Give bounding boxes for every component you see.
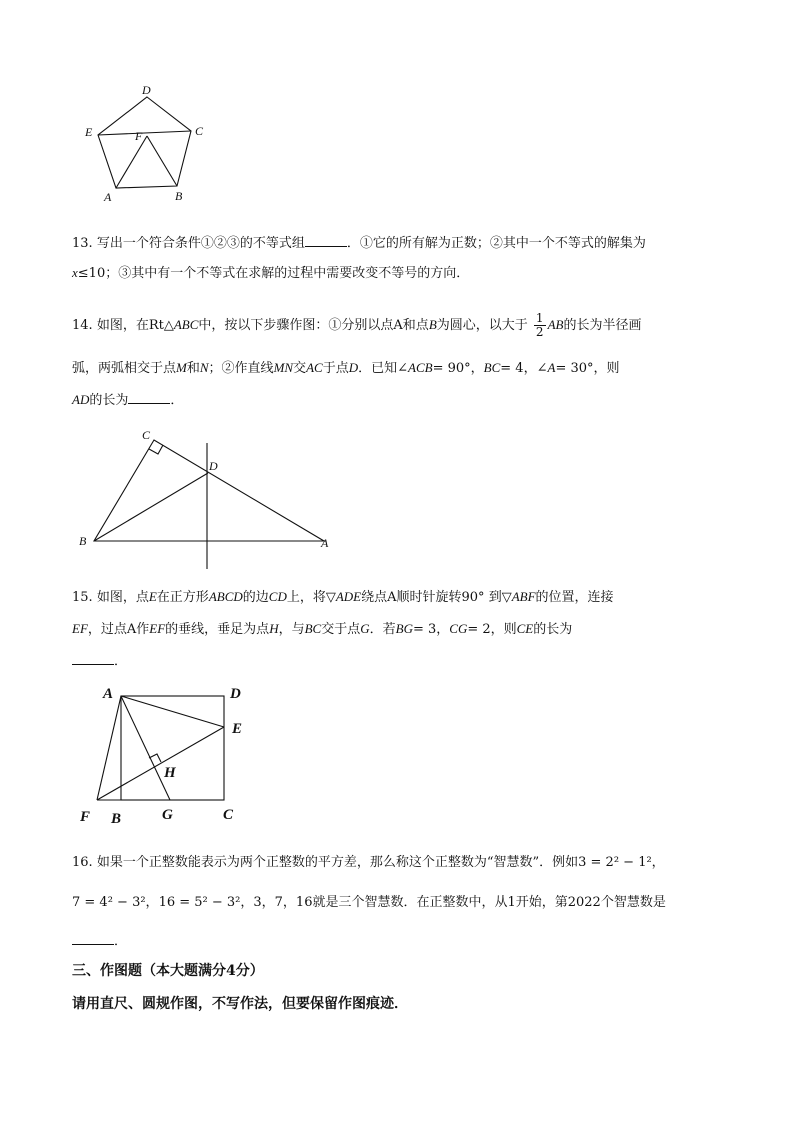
- segment-af: [97, 696, 121, 800]
- label-b: B: [79, 534, 87, 548]
- question-16-number: 16.: [72, 855, 93, 870]
- question-13-line-1: 13. 写出一个符合条件①②③的不等式组 ．①它的所有解为正数；②其中一个不等式的解集为: [72, 236, 646, 251]
- label-a: A: [103, 686, 114, 702]
- segment-ae: [121, 696, 224, 727]
- question-13-number: 13.: [72, 236, 93, 251]
- label-b: B: [111, 811, 122, 827]
- triangle-abc: [94, 440, 324, 541]
- answer-blank-14[interactable]: [128, 391, 170, 404]
- label-a: A: [321, 536, 329, 550]
- label-c: C: [195, 124, 204, 138]
- square-figure: [75, 680, 265, 830]
- segment-ec: [98, 131, 191, 135]
- question-14-line-2: 弧，两弧相交于点M和N；②作直线MN交AC于点D．已知∠ACB= 90°，BC= 4，∠A= 30°，则: [72, 360, 620, 376]
- right-angle-mark: [149, 445, 163, 454]
- question-14-number: 14.: [72, 318, 93, 333]
- label-f: F: [135, 129, 143, 143]
- label-h: H: [164, 765, 176, 781]
- label-g: G: [162, 807, 173, 823]
- question-16-line-1: 16. 如果一个正整数能表示为两个正整数的平方差，那么称这个正整数为“智慧数”．例如3 = 2² − 1²，: [72, 855, 665, 870]
- answer-blank-15[interactable]: [72, 652, 114, 665]
- question-14-line-3: AD的长为 ．: [72, 392, 184, 408]
- label-d: D: [209, 459, 218, 473]
- label-c: C: [223, 807, 234, 823]
- fraction-one-half: $\frac{1}{2}$: [535, 311, 544, 339]
- label-f: F: [80, 809, 91, 825]
- label-d: D: [230, 686, 241, 702]
- section-3-instruction: 请用直尺、圆规作图，不写作法，但要保留作图痕迹．: [72, 996, 408, 1012]
- question-15-number: 15.: [72, 590, 93, 605]
- question-15-line-1: 15. 如图，点E在正方形ABCD的边CD上，将▽ADE绕点A顺时针旋转90° 到▽ABF的位置，连接: [72, 589, 614, 605]
- section-3-title: 三、作图题（本大题满分4分）: [72, 963, 264, 979]
- segment-fe: [97, 727, 224, 800]
- question-16-line-3: ．: [72, 932, 127, 951]
- segment-ag: [121, 696, 170, 800]
- pentagon-outline: [98, 97, 191, 188]
- segment-bd: [94, 473, 208, 541]
- label-e: E: [85, 125, 93, 139]
- label-a: A: [104, 190, 112, 204]
- question-14-line-1: 14. 如图，在Rt△ABC中，按以下步骤作图：①分别以点A和点B为圆心，以大于 $\frac{1}{2}$ AB的长为半径画: [72, 311, 642, 339]
- answer-blank-16[interactable]: [72, 932, 114, 945]
- label-e: E: [232, 721, 243, 737]
- question-13-line-2: x≤10；③其中有一个不等式在求解的过程中需要改变不等号的方向．: [72, 265, 470, 281]
- triangle-figure: [75, 425, 340, 575]
- question-15-line-3: ．: [72, 652, 127, 671]
- segment-fa: [116, 136, 147, 188]
- question-16-line-2: 7 = 4² − 3²，16 = 5² − 3²，3，7，16就是三个智慧数．在正整数中，从1开始，第2022个智慧数是: [72, 895, 666, 910]
- segment-fb: [147, 136, 177, 186]
- question-15-line-2: EF，过点A作EF的垂线，垂足为点H，与BC交于点G．若BG= 3，CG= 2，则CE的长为: [72, 621, 573, 637]
- answer-blank-13[interactable]: [305, 234, 347, 247]
- label-b: B: [175, 189, 183, 203]
- pentagon-figure: [70, 80, 230, 210]
- label-d: D: [142, 83, 151, 97]
- label-c: C: [142, 428, 151, 442]
